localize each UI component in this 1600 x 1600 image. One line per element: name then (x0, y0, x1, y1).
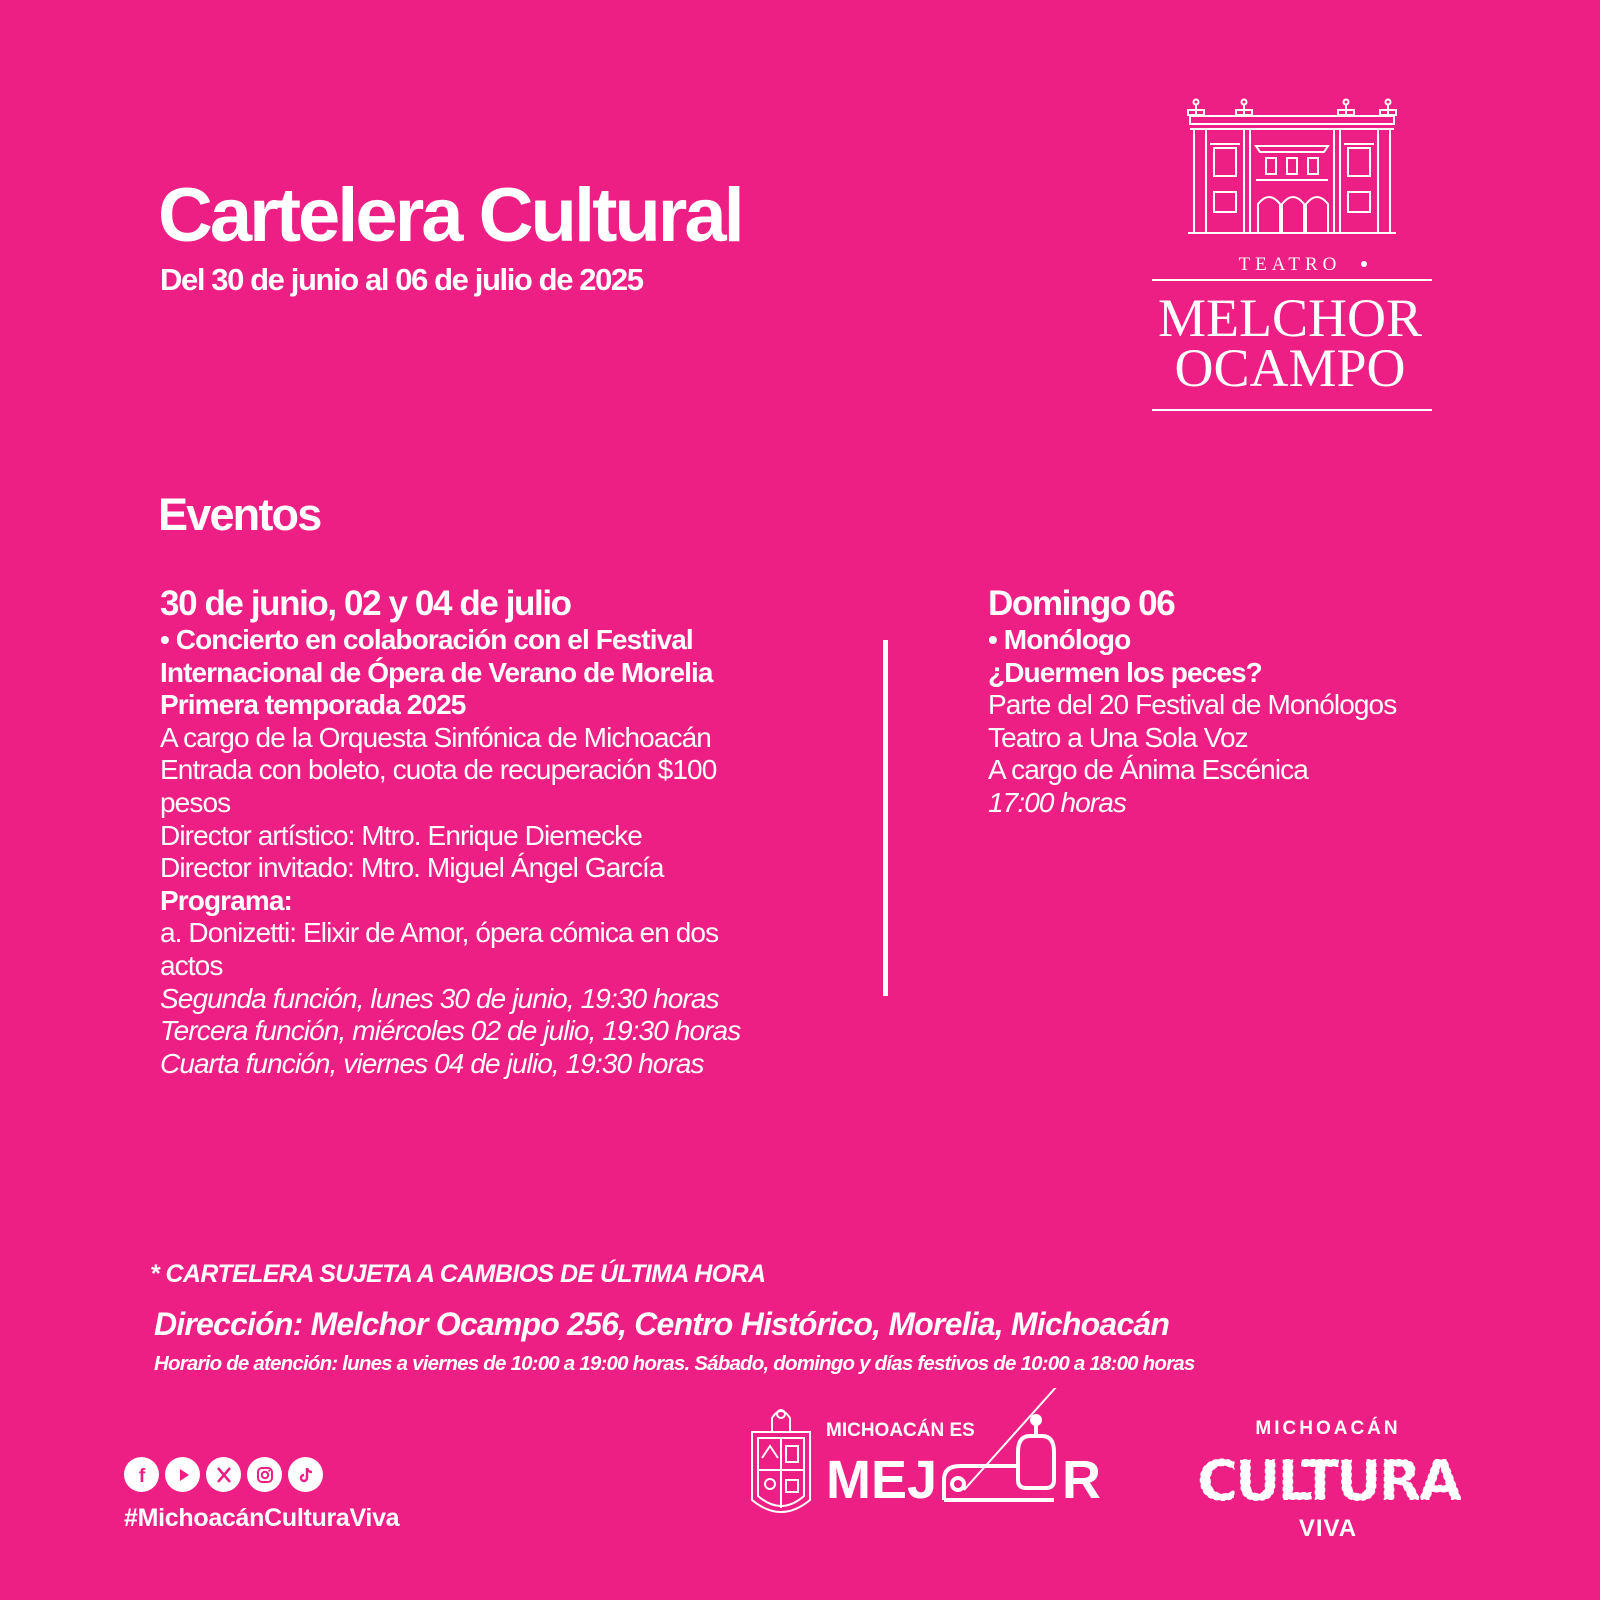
page-title: Cartelera Cultural (158, 173, 742, 258)
logo-ocampo-text: OCAMPO (1174, 338, 1406, 398)
facebook-icon[interactable] (124, 1457, 159, 1492)
michoacan-cultura-viva-logo (1166, 1416, 1496, 1546)
event-detail-line: Director artístico: Mtro. Enrique Diemecke (160, 819, 642, 851)
event-title-line: ¿Duermen los peces? (988, 656, 1262, 688)
hashtag: #MichoacánCulturaViva (124, 1504, 400, 1532)
program-item: a. Donizetti: Elixir de Amor, ópera cómica en dos (160, 917, 719, 949)
date-range: Del 30 de junio al 06 de julio de 2025 (160, 262, 643, 297)
program-item: actos (160, 949, 223, 981)
event-detail-line: pesos (160, 786, 231, 818)
event-detail-line: Director invitado: Mtro. Miguel Ángel García (160, 852, 664, 884)
gov-logo-line1: MICHOACÁN ES (826, 1420, 975, 1441)
cultura-logo-main: CULTURA (1196, 1449, 1460, 1514)
event-title-line: • Concierto en colaboración con el Festival (160, 624, 693, 655)
svg-text:f: f (138, 1465, 145, 1485)
opening-hours: Horario de atención: lunes a viernes de 10:00 a 19:00 horas. Sábado, domingo y días festivos de 10:00 a 18:00 horas (154, 1352, 1195, 1375)
event-detail-line: A cargo de la Orquesta Sinfónica de Michoacán (160, 721, 711, 753)
logo-melchor-text: MELCHOR (1157, 288, 1423, 348)
theater-building-icon (1188, 100, 1396, 234)
coat-of-arms-icon (752, 1410, 810, 1512)
event-detail-line: Entrada con boleto, cuota de recuperación $100 (160, 754, 717, 786)
performance-schedule: Segunda función, lunes 30 de junio, 19:30 horas (160, 982, 719, 1014)
event-detail-line: Teatro a Una Sola Voz (988, 721, 1248, 753)
tiktok-icon[interactable] (288, 1457, 323, 1492)
venue-address: Dirección: Melchor Ocampo 256, Centro Histórico, Morelia, Michoacán (154, 1306, 1170, 1342)
event-detail-line: Parte del 20 Festival de Monólogos (988, 689, 1397, 721)
social-links (124, 1457, 323, 1492)
event-date: Domingo 06 (988, 584, 1175, 623)
event-column-left (160, 584, 820, 1080)
event-column-right (988, 584, 1548, 820)
event-title-line: Internacional de Ópera de Verano de Morelia (160, 656, 713, 688)
disclaimer-text: * CARTELERA SUJETA A CAMBIOS DE ÚLTIMA HORA (150, 1260, 766, 1288)
performance-schedule: Tercera función, miércoles 02 de julio, 19:30 horas (160, 1015, 741, 1047)
event-date: 30 de junio, 02 y 04 de julio (160, 584, 571, 623)
teatro-melchor-ocampo-logo (1148, 96, 1448, 426)
cultura-logo-bottom: VIVA (1298, 1515, 1358, 1542)
performance-schedule: Cuarta función, viernes 04 de julio, 19:30 horas (160, 1047, 704, 1079)
column-divider (883, 640, 888, 996)
event-title-line: • Monólogo (988, 624, 1131, 655)
logo-teatro-text: TEATRO (1238, 254, 1342, 275)
cable-car-icon (944, 1388, 1066, 1500)
event-detail-line: A cargo de Ánima Escénica (988, 754, 1308, 786)
program-label: Programa: (160, 884, 292, 916)
michoacan-es-mejor-logo (748, 1388, 1128, 1528)
events-heading: Eventos (158, 489, 321, 540)
event-title-line: Primera temporada 2025 (160, 689, 466, 721)
cultura-logo-top: MICHOACÁN (1255, 1418, 1401, 1439)
instagram-icon[interactable] (247, 1457, 282, 1492)
gov-logo-line3: R (1062, 1450, 1101, 1510)
youtube-icon[interactable] (165, 1457, 200, 1492)
x-icon[interactable] (206, 1457, 241, 1492)
performance-schedule: 17:00 horas (988, 786, 1126, 818)
gov-logo-line2: MEJ (826, 1450, 938, 1510)
